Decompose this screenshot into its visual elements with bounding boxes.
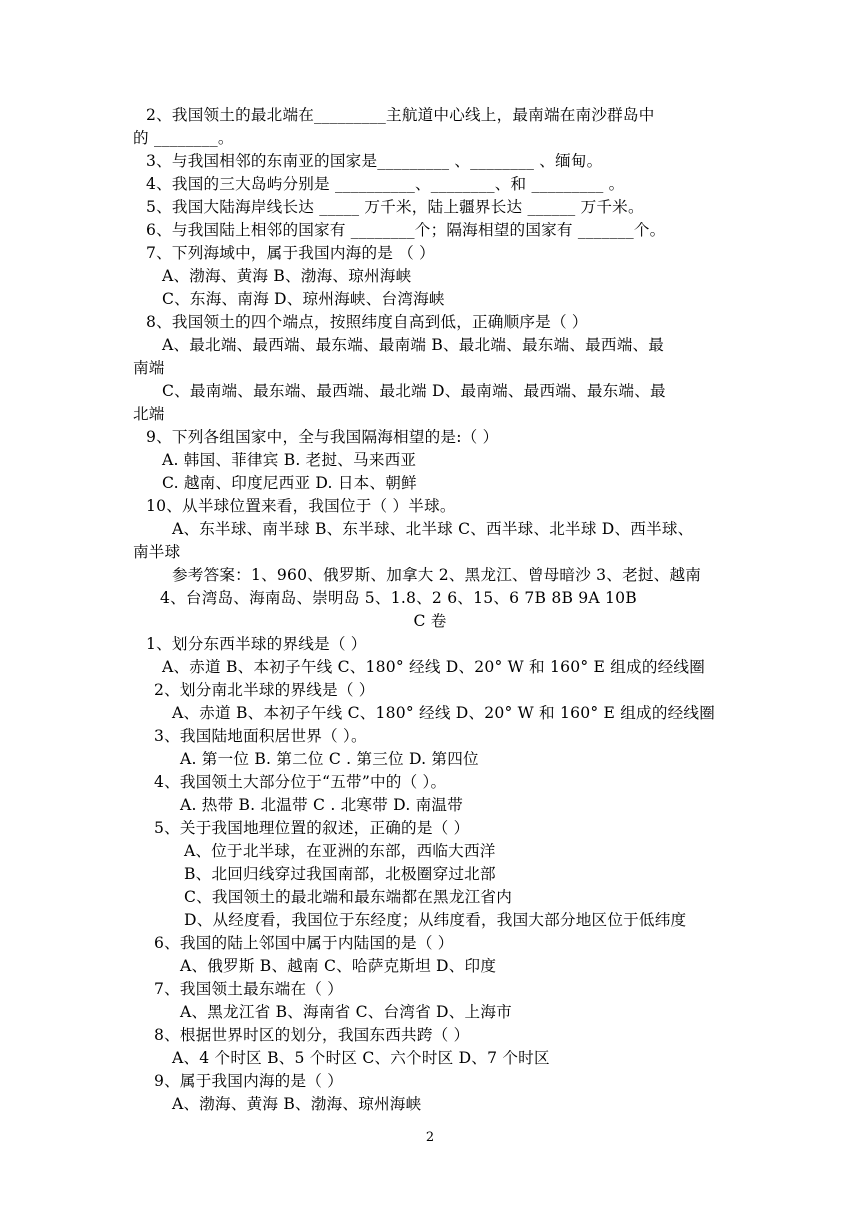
c-question-6-options: A、俄罗斯 B、越南 C、哈萨克斯坦 D、印度 [180,957,497,975]
answer-key-line-2: 4、台湾岛、海南岛、崇明岛 5、1.8、2 6、15、6 7B 8B 9A 10B [160,589,637,607]
question-10: 10、从半球位置来看，我国位于（ ）半球。 [146,497,456,515]
c-question-5-option-d: D、从经度看，我国位于东经度；从纬度看，我国大部分地区位于低纬度 [184,911,687,929]
question-7: 7、下列海域中，属于我国内海的是 （ ） [146,244,435,262]
question-9-options-ab: A. 韩国、菲律宾 B. 老挝、马来西亚 [162,451,417,469]
c-question-5-option-b: B、北回归线穿过我国南部，北极圈穿过北部 [184,865,496,883]
section-c-title: C 卷 [413,612,447,630]
question-8-options-cd: C、最南端、最东端、最西端、最北端 D、最南端、最西端、最东端、最 [162,382,666,400]
question-2-line-2: 的 ________。 [133,129,234,147]
c-question-3: 3、我国陆地面积居世界（ ）。 [154,727,367,745]
question-9-options-cd: C. 越南、印度尼西亚 D. 日本、朝鲜 [162,474,417,492]
c-question-1: 1、划分东西半球的界线是（ ） [146,635,367,653]
c-question-7: 7、我国领土最东端在（ ） [154,980,344,998]
question-5: 5、我国大陆海岸线长达 _____ 万千米，陆上疆界长达 ______ 万千米。 [146,198,644,216]
page-number: 2 [425,1130,435,1145]
question-8-options-cd-cont: 北端 [133,405,165,423]
c-question-1-options: A、赤道 B、本初子午线 C、180° 经线 D、20° W 和 160° E 组成的经线圈 [162,658,706,676]
c-question-4-options: A. 热带 B. 北温带 C . 北寒带 D. 南温带 [180,796,464,814]
question-8: 8、我国领土的四个端点，按照纬度自高到低，正确顺序是（ ） [146,313,588,331]
c-question-5: 5、关于我国地理位置的叙述，正确的是（ ） [154,819,470,837]
question-6: 6、与我国陆上相邻的国家有 ________个；隔海相望的国家有 _______个。 [146,221,666,239]
c-question-8: 8、根据世界时区的划分，我国东西共跨（ ） [154,1026,470,1044]
c-question-6: 6、我国的陆上邻国中属于内陆国的是（ ） [154,934,454,952]
question-8-options-ab: A、最北端、最西端、最东端、最南端 B、最北端、最东端、最西端、最 [162,336,665,354]
c-question-8-options: A、4 个时区 B、5 个时区 C、六个时区 D、7 个时区 [172,1049,550,1067]
c-question-5-option-a: A、位于北半球，在亚洲的东部，西临大西洋 [184,842,496,860]
question-4: 4、我国的三大岛屿分别是 __________、________、和 _________ 。 [146,175,625,193]
question-7-options-ab: A、渤海、黄海 B、渤海、琼州海峡 [162,267,412,285]
c-question-5-option-c: C、我国领土的最北端和最东端都在黑龙江省内 [184,888,513,906]
c-question-9-options: A、渤海、黄海 B、渤海、琼州海峡 [172,1095,422,1113]
question-9: 9、下列各组国家中，全与我国隔海相望的是:（ ） [146,428,499,446]
c-question-9: 9、属于我国内海的是（ ） [154,1072,344,1090]
c-question-7-options: A、黑龙江省 B、海南省 C、台湾省 D、上海市 [180,1003,512,1021]
question-8-options-ab-cont: 南端 [133,359,165,377]
c-question-4: 4、我国领土大部分位于“五带”中的（ ）。 [154,773,447,791]
question-7-options-cd: C、东海、南海 D、琼州海峡、台湾海峡 [162,290,445,308]
c-question-2: 2、划分南北半球的界线是（ ） [154,681,375,699]
c-question-2-options: A、赤道 B、本初子午线 C、180° 经线 D、20° W 和 160° E 组成的经线圈 [172,704,716,722]
question-2-line-1: 2、我国领土的最北端在_________主航道中心线上，最南端在南沙群岛中 [146,106,655,124]
question-10-options: A、东半球、南半球 B、东半球、北半球 C、西半球、北半球 D、西半球、 [172,520,694,538]
question-3: 3、与我国相邻的东南亚的国家是_________ 、________ 、缅甸。 [146,152,603,170]
c-question-3-options: A. 第一位 B. 第二位 C . 第三位 D. 第四位 [180,750,479,768]
answer-key-line-1: 参考答案：1、960、俄罗斯、加拿大 2、黑龙江、曾母暗沙 3、老挝、越南 [172,566,702,584]
question-10-options-cont: 南半球 [133,543,181,561]
